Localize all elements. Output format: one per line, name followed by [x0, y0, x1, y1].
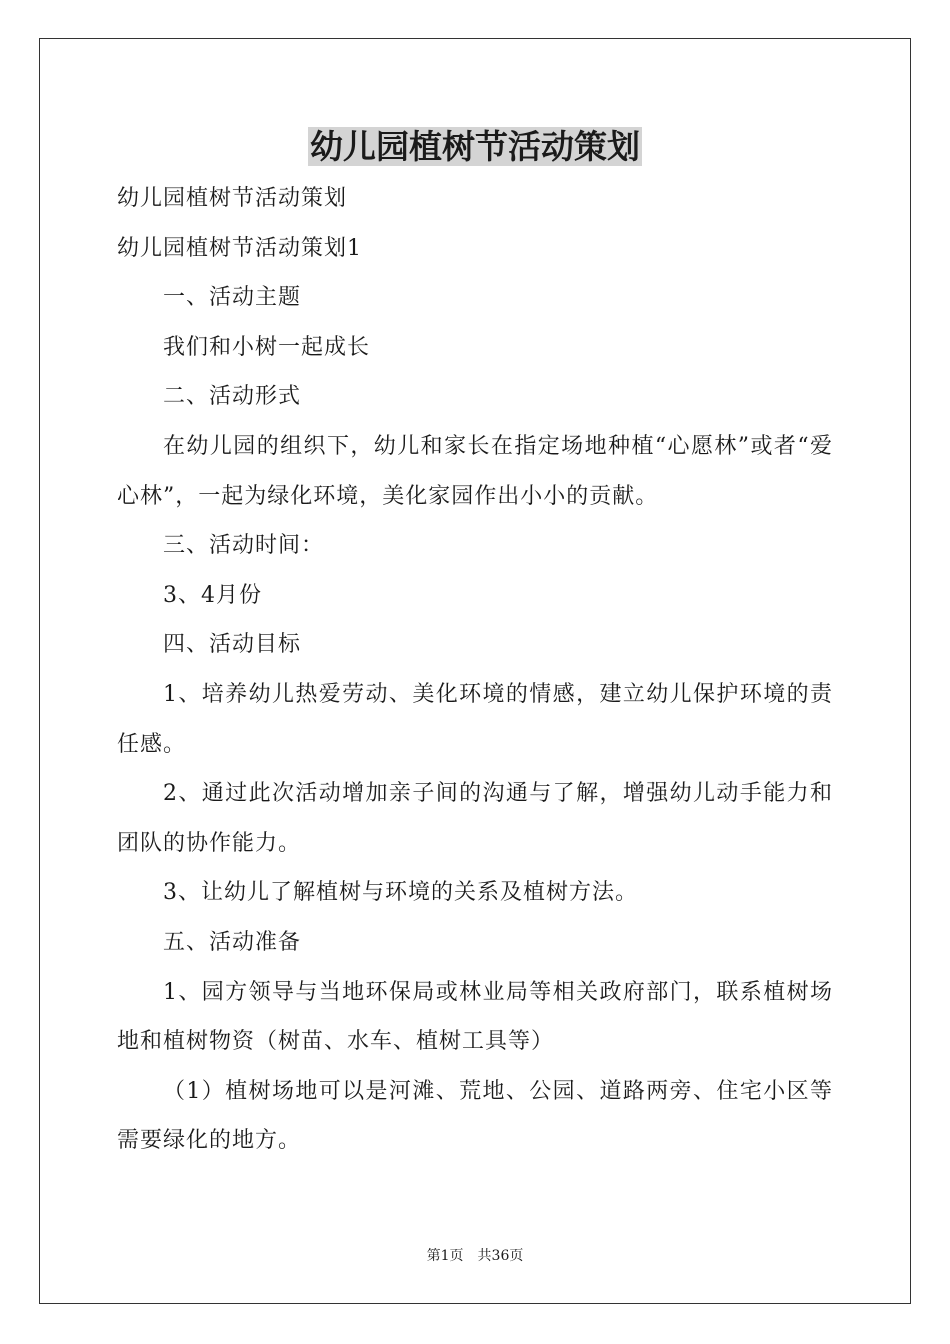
paragraph: 2、通过此次活动增加亲子间的沟通与了解，增强幼儿动手能力和团队的协作能力。 — [117, 781, 833, 856]
paragraph: 一、活动主题 — [163, 285, 302, 311]
paragraph: 1、培养幼儿热爱劳动、美化环境的情感，建立幼儿保护环境的责任感。 — [117, 681, 833, 757]
paragraph: 幼儿园植树节活动策划 — [117, 186, 348, 211]
document-body — [117, 174, 833, 1166]
page-total: 共36页 — [477, 1248, 524, 1264]
paragraph: 3、4月份 — [163, 582, 262, 608]
paragraph: 在幼儿园的组织下，幼儿和家长在指定场地种植“心愿林”或者“爱心林”，一起为绿化环境，美化家园作出小小的贡献。 — [117, 433, 833, 509]
paragraph: 我们和小树一起成长 — [163, 334, 371, 360]
document-title — [0, 126, 950, 168]
paragraph: 二、活动形式 — [163, 384, 302, 410]
page-footer — [0, 1246, 950, 1266]
paragraph: 五、活动准备 — [163, 929, 302, 955]
paragraph: 四、活动目标 — [163, 632, 302, 658]
page-number: 第1页 — [426, 1248, 464, 1264]
paragraph: （1）植树场地可以是河滩、荒地、公园、道路两旁、住宅小区等需要绿化的地方。 — [117, 1078, 833, 1154]
document-title-text: 幼儿园植树节活动策划 — [310, 127, 640, 166]
paragraph: 三、活动时间： — [163, 533, 325, 559]
paragraph: 1、园方领导与当地环保局或林业局等相关政府部门，联系植树场地和植树物资（树苗、水车、植树工具等） — [117, 979, 833, 1055]
paragraph: 3、让幼儿了解植树与环境的关系及植树方法。 — [163, 880, 638, 906]
paragraph: 幼儿园植树节活动策划1 — [117, 235, 362, 261]
